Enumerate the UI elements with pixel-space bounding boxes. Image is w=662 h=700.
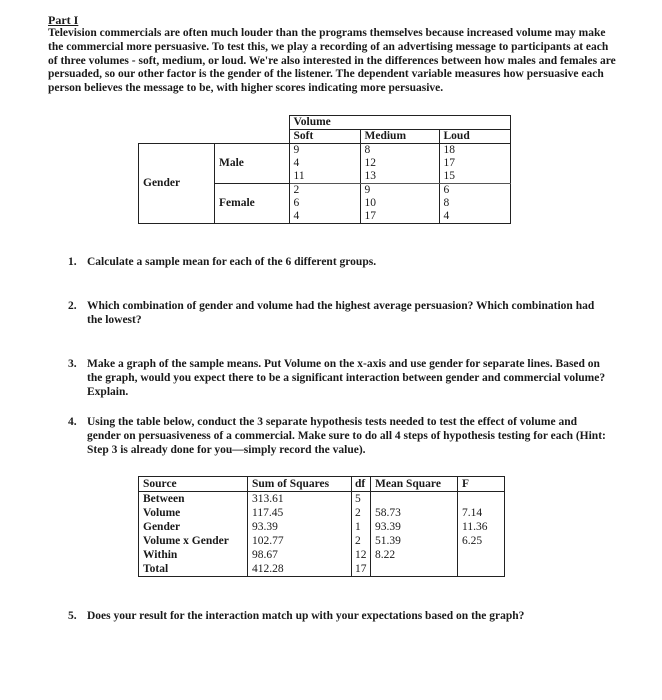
table-cell: 5	[352, 492, 371, 507]
question-number: 1.	[68, 256, 77, 268]
question-number: 3.	[68, 358, 77, 370]
table-cell: 17	[352, 562, 371, 577]
table-cell: 93.39	[371, 520, 458, 534]
question-number: 5.	[68, 610, 77, 622]
source-cell: Volume x Gender	[139, 534, 248, 548]
table-cell	[458, 548, 505, 562]
question-2	[68, 300, 608, 328]
table-cell: 102.77	[248, 534, 352, 548]
source-cell: Within	[139, 548, 248, 562]
question-1	[68, 256, 608, 270]
question-number: 2.	[68, 300, 77, 312]
table-cell: 8.22	[371, 548, 458, 562]
question-text: Using the table below, conduct the 3 separate hypothesis tests needed to test the effect of volume and gender on persuasiveness of a commercial. Make sure to do all 4 steps of hypothesis testing for each (Hint: Step 3 is already done for you—simply record the value).	[87, 416, 606, 456]
volume-header: Volume	[289, 116, 510, 130]
question-text: Which combination of gender and volume had the highest average persuasion? Which combination had the lowest?	[87, 300, 595, 326]
table-cell: 117.45	[248, 506, 352, 520]
table-cell: 1	[352, 520, 371, 534]
header-sum-of-squares: Sum of Squares	[248, 477, 352, 492]
source-cell: Volume	[139, 506, 248, 520]
question-3	[68, 358, 608, 399]
level-medium-header: Medium	[360, 130, 439, 144]
persuasion-data-table	[138, 115, 511, 224]
table-cell: 18	[439, 144, 510, 158]
anova-table	[138, 476, 505, 577]
header-mean-square: Mean Square	[371, 477, 458, 492]
intro-paragraph: Television commercials are often much louder than the programs themselves because increased volume may make the commercial more persuasive. To test this, we play a recording of an advertising message to participants at each of three volumes - soft, medium, or loud. We're also interested in the differences between how males and females are persuaded, so our other factor is the gender of the listener. The dependent variable measures how persuasive each person believes the message to be, with higher scores indicating more persuasive.	[48, 27, 616, 95]
table-cell: 11	[289, 170, 360, 184]
source-cell: Between	[139, 492, 248, 507]
table-row	[139, 534, 505, 548]
question-4	[68, 416, 608, 457]
table-cell: 8	[439, 197, 510, 210]
question-text: Does your result for the interaction match up with your expectations based on the graph?	[87, 610, 525, 622]
table-cell: 98.67	[248, 548, 352, 562]
table-cell: 11.36	[458, 520, 505, 534]
table-cell: 6.25	[458, 534, 505, 548]
question-text: Make a graph of the sample means. Put Volume on the x-axis and use gender for separate lines. Based on the graph, would you expect there to be a significant interaction between gender and commercial volume? Explain.	[87, 358, 606, 398]
table-cell: 13	[360, 170, 439, 184]
table-cell: 4	[289, 157, 360, 170]
table-cell: 313.61	[248, 492, 352, 507]
question-text: Calculate a sample mean for each of the 6 different groups.	[87, 256, 377, 268]
question-number: 4.	[68, 416, 77, 428]
gender-female-label: Female	[215, 184, 290, 224]
source-cell: Total	[139, 562, 248, 577]
table-cell: 58.73	[371, 506, 458, 520]
table-row	[139, 520, 505, 534]
gender-label: Gender	[139, 144, 215, 224]
table-cell: 15	[439, 170, 510, 184]
table-cell: 9	[360, 184, 439, 198]
table-cell: 51.39	[371, 534, 458, 548]
table-cell: 2	[352, 534, 371, 548]
level-soft-header: Soft	[289, 130, 360, 144]
table-cell: 17	[439, 157, 510, 170]
table-cell: 93.39	[248, 520, 352, 534]
table-cell: 12	[352, 548, 371, 562]
table-row	[139, 562, 505, 577]
source-cell: Gender	[139, 520, 248, 534]
table-cell: 6	[439, 184, 510, 198]
question-5	[68, 610, 608, 624]
table-cell	[371, 492, 458, 507]
part-title: Part I	[48, 13, 79, 27]
table-cell	[371, 562, 458, 577]
table-cell: 4	[289, 210, 360, 224]
table-cell: 6	[289, 197, 360, 210]
header-f: F	[458, 477, 505, 492]
table-cell: 7.14	[458, 506, 505, 520]
table-row	[139, 506, 505, 520]
header-df: df	[352, 477, 371, 492]
table-cell: 412.28	[248, 562, 352, 577]
table-cell: 12	[360, 157, 439, 170]
table-cell: 9	[289, 144, 360, 158]
header-source: Source	[139, 477, 248, 492]
gender-male-label: Male	[215, 144, 290, 184]
table-cell: 2	[289, 184, 360, 198]
table-cell: 10	[360, 197, 439, 210]
table-cell: 8	[360, 144, 439, 158]
table-cell	[458, 492, 505, 507]
level-loud-header: Loud	[439, 130, 510, 144]
table-row	[139, 548, 505, 562]
table-row	[139, 492, 505, 507]
table-cell: 4	[439, 210, 510, 224]
table-cell: 2	[352, 506, 371, 520]
table-cell	[458, 562, 505, 577]
table-cell: 17	[360, 210, 439, 224]
